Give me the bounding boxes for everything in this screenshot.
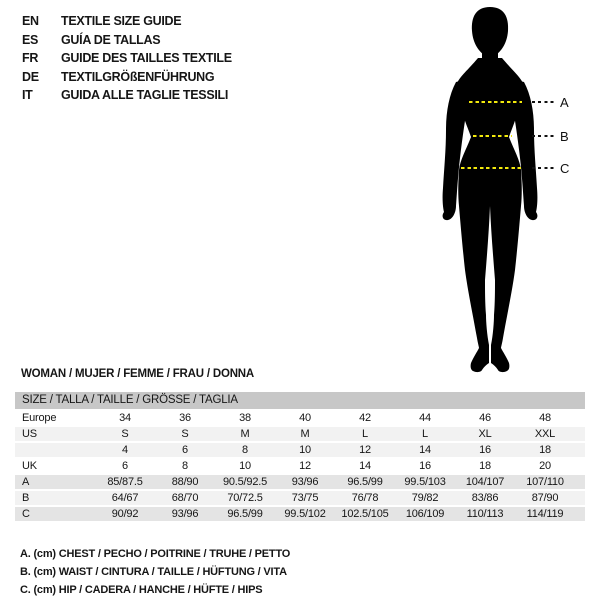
language-title: GUIDE DES TAILLES TEXTILE — [61, 51, 232, 65]
size-value: 68/70 — [171, 492, 199, 504]
size-value: 40 — [299, 412, 311, 424]
size-value: XXL — [534, 428, 556, 440]
size-table-header: SIZE / TALLA / TAILLE / GRÖSSE / TAGLIA — [15, 392, 585, 409]
legend-hip: C. (cm) HIP / CADERA / HANCHE / HÜFTE / HIPS — [20, 584, 263, 596]
size-value: 8 — [182, 460, 188, 472]
row-label: B — [22, 492, 30, 504]
size-value: 93/96 — [291, 476, 319, 488]
size-value: 16 — [479, 444, 491, 456]
language-row-de — [22, 68, 232, 87]
size-value: 44 — [419, 412, 431, 424]
size-value: 12 — [359, 444, 371, 456]
waist-callout-line — [532, 135, 557, 137]
size-value: 79/82 — [411, 492, 439, 504]
row-label: Europe — [22, 412, 57, 424]
size-value: 10 — [299, 444, 311, 456]
size-value: 90/92 — [111, 508, 139, 520]
size-value: 48 — [539, 412, 551, 424]
waist-measure-line — [473, 135, 512, 137]
table-row-US — [15, 426, 585, 442]
language-row-es — [22, 31, 232, 50]
size-value: 20 — [539, 460, 551, 472]
size-value: 36 — [179, 412, 191, 424]
chest-callout-line — [532, 101, 557, 103]
size-value: 34 — [119, 412, 131, 424]
size-value: 104/107 — [465, 476, 505, 488]
size-value: 18 — [539, 444, 551, 456]
size-value: 70/72.5 — [227, 492, 263, 504]
chest-measure-line — [469, 101, 522, 103]
size-value: 93/96 — [171, 508, 199, 520]
size-value: 88/90 — [171, 476, 199, 488]
legend-waist: B. (cm) WAIST / CINTURA / TAILLE / HÜFTUNG / VITA — [20, 566, 287, 578]
size-value: 38 — [239, 412, 251, 424]
size-value: 107/110 — [526, 476, 564, 488]
size-value: 110/113 — [466, 508, 504, 520]
language-row-en — [22, 12, 232, 31]
row-label: C — [22, 508, 30, 520]
size-value: L — [422, 428, 428, 440]
language-title: TEXTILE SIZE GUIDE — [61, 14, 182, 28]
size-value: 114/119 — [526, 508, 564, 520]
size-value: 4 — [122, 444, 128, 456]
row-label: A — [22, 476, 30, 488]
size-table — [15, 392, 585, 522]
size-value: 106/109 — [405, 508, 445, 520]
table-row-A — [15, 474, 585, 490]
hip-marker-label: C — [560, 161, 570, 176]
size-value: M — [300, 428, 310, 440]
size-value: 18 — [479, 460, 491, 472]
size-value: 64/67 — [111, 492, 139, 504]
size-value: XL — [478, 428, 492, 440]
language-title: TEXTILGRÖßENFÜHRUNG — [61, 69, 215, 84]
size-value: 42 — [359, 412, 371, 424]
size-value: 96.5/99 — [347, 476, 383, 488]
hip-callout-line — [532, 167, 557, 169]
language-code: FR — [22, 51, 39, 65]
legend-chest: A. (cm) CHEST / PECHO / POITRINE / TRUHE / PETTO — [20, 548, 291, 560]
size-value: 6 — [182, 444, 188, 456]
size-value: 99.5/102 — [284, 508, 326, 520]
size-value: 8 — [242, 444, 248, 456]
size-value: 76/78 — [351, 492, 379, 504]
size-value: 87/90 — [531, 492, 559, 504]
woman-silhouette — [400, 0, 600, 375]
language-code: EN — [22, 14, 39, 28]
language-code: ES — [22, 32, 39, 47]
table-row-B — [15, 490, 585, 506]
table-row-C — [15, 506, 585, 522]
size-value: 46 — [479, 412, 491, 424]
size-value: 10 — [239, 460, 251, 472]
size-value: 83/86 — [471, 492, 499, 504]
language-row-fr — [22, 49, 232, 68]
gender-heading: WOMAN / MUJER / FEMME / FRAU / DONNA — [21, 368, 255, 380]
size-value: 90.5/92.5 — [222, 476, 268, 488]
size-value: M — [240, 428, 250, 440]
hip-measure-line — [461, 167, 523, 169]
size-value: 102.5/105 — [341, 508, 389, 520]
size-value: 14 — [359, 460, 371, 472]
size-value: S — [121, 428, 129, 440]
table-row-UK — [15, 458, 585, 474]
table-row-Europe — [15, 410, 585, 426]
measurement-legend — [20, 545, 290, 599]
size-value: S — [181, 428, 189, 440]
table-row-us-number — [15, 442, 585, 458]
size-value: 6 — [122, 460, 128, 472]
language-code: DE — [22, 69, 39, 84]
size-value: 12 — [299, 460, 311, 472]
row-label: US — [22, 428, 37, 440]
language-title: GUIDA ALLE TAGLIE TESSILI — [61, 88, 229, 102]
size-value: L — [362, 428, 368, 440]
size-value: 96.5/99 — [227, 508, 263, 520]
chest-marker-label: A — [560, 95, 569, 110]
language-code: IT — [22, 88, 33, 102]
size-value: 99.5/103 — [404, 476, 446, 488]
waist-marker-label: B — [560, 129, 569, 144]
row-label — [15, 442, 95, 458]
size-table-body — [15, 410, 585, 522]
row-label: UK — [22, 460, 37, 472]
language-title: GUÍA DE TALLAS — [61, 32, 161, 47]
language-list — [22, 12, 232, 105]
size-value: 16 — [419, 460, 431, 472]
language-row-it — [22, 86, 232, 105]
size-value: 85/87.5 — [107, 476, 143, 488]
size-value: 14 — [419, 444, 431, 456]
size-value: 73/75 — [291, 492, 319, 504]
